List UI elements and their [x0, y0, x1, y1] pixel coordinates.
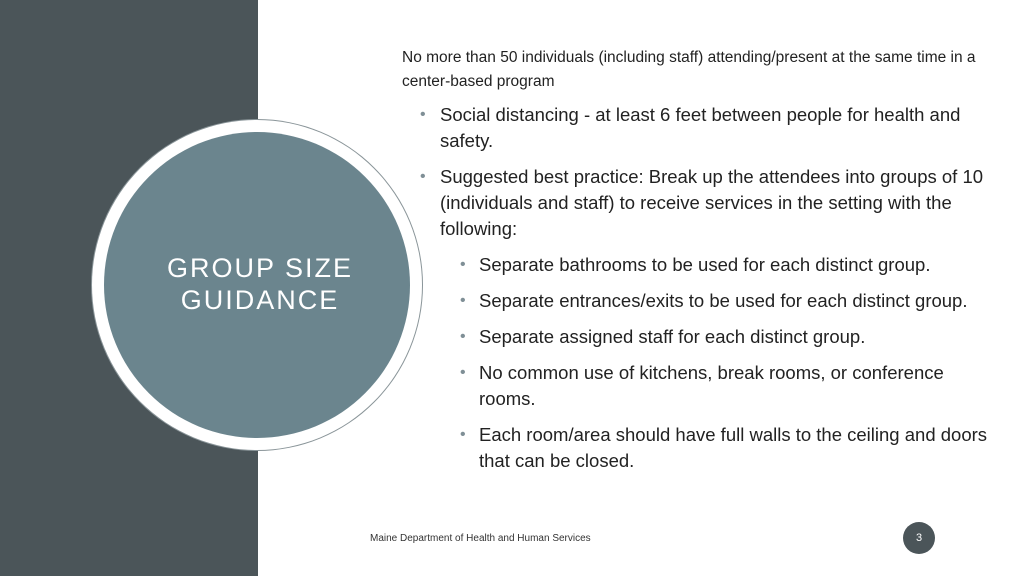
sub-bullet-text: Separate assigned staff for each distinct group.: [479, 326, 866, 347]
intro-text: No more than 50 individuals (including staff) attending/present at the same time in a center-based program: [402, 49, 976, 90]
slide-content: [402, 46, 1002, 484]
bullet-text: Social distancing - at least 6 feet between people for health and safety.: [440, 104, 961, 151]
sub-bullet-item: [440, 288, 1002, 314]
sub-bullet-item: [440, 422, 1002, 474]
sub-bullet-text: No common use of kitchens, break rooms, or conference rooms.: [479, 362, 944, 409]
sub-bullet-text: Separate entrances/exits to be used for each distinct group.: [479, 290, 968, 311]
sub-bullet-item: [440, 252, 1002, 278]
sub-bullet-text: Each room/area should have full walls to the ceiling and doors that can be closed.: [479, 424, 988, 471]
slide-title: GROUP SIZE GUIDANCE: [166, 253, 354, 315]
page-number-badge: 3: [903, 522, 935, 554]
sub-bullet-text: Separate bathrooms to be used for each distinct group.: [479, 254, 931, 275]
bullet-text: Suggested best practice: Break up the attendees into groups of 10 (individuals and staff) to receive services in the setting with the following:: [440, 166, 984, 239]
bullet-item: [402, 102, 1002, 154]
footer-text: Maine Department of Health and Human Services: [370, 533, 591, 544]
sub-bullet-list: [440, 252, 1002, 474]
bullet-item: [402, 164, 1002, 474]
bullet-list: [402, 102, 1002, 474]
sub-bullet-item: [440, 360, 1002, 412]
sub-bullet-item: [440, 324, 1002, 350]
